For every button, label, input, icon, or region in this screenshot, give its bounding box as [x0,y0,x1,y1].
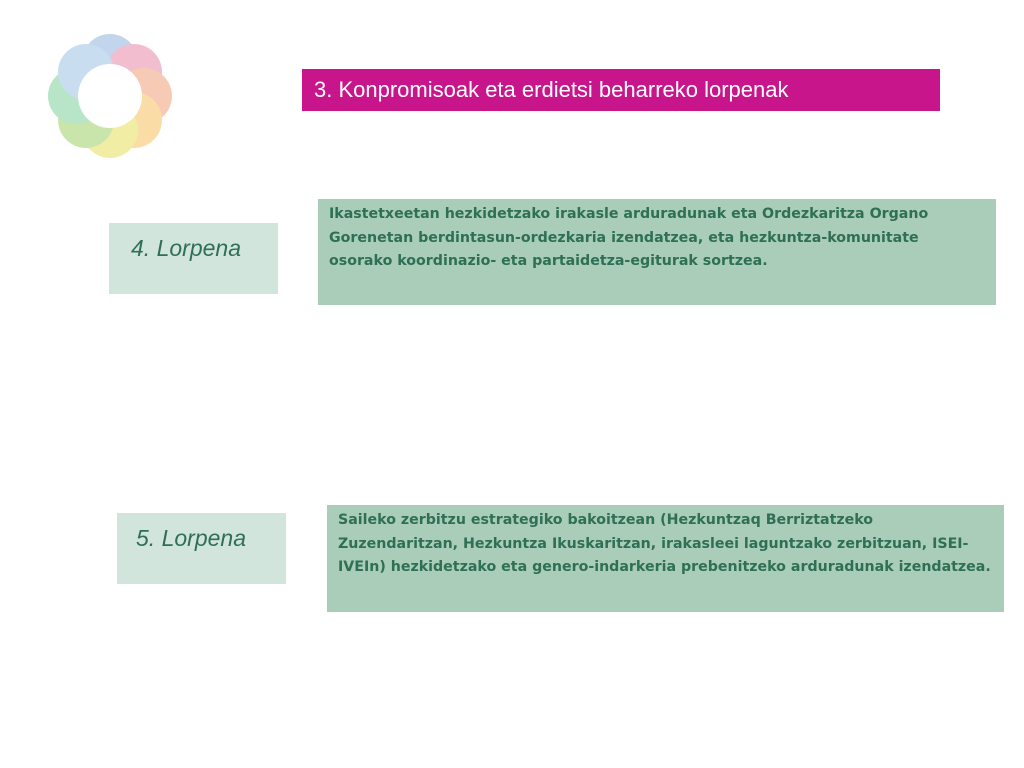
color-wheel-logo-icon [46,32,174,160]
lorpena-5-label: 5. Lorpena [117,513,286,584]
lorpena-4-label: 4. Lorpena [109,223,278,294]
lorpena-4-description: Ikastetxeetan hezkidetzako irakasle arduradunak eta Ordezkaritza Organo Gorenetan berdintasun-ordezkaria izendatzea, eta hezkuntza-komunitate osorako koordinazio- eta partaidetza-egiturak sortzea. [318,199,996,305]
slide-title: 3. Konpromisoak eta erdietsi beharreko lorpenak [302,69,940,111]
lorpena-5-description: Saileko zerbitzu estrategiko bakoitzean (Hezkuntzaq Berriztatzeko Zuzendaritzan, Hezkuntza Ikuskaritzan, irakasleei laguntzako zerbitzuan, ISEI-IVEIn) hezkidetzako eta genero-indarkeria prebenitzeko arduradunak izendatzea. [327,505,1004,612]
